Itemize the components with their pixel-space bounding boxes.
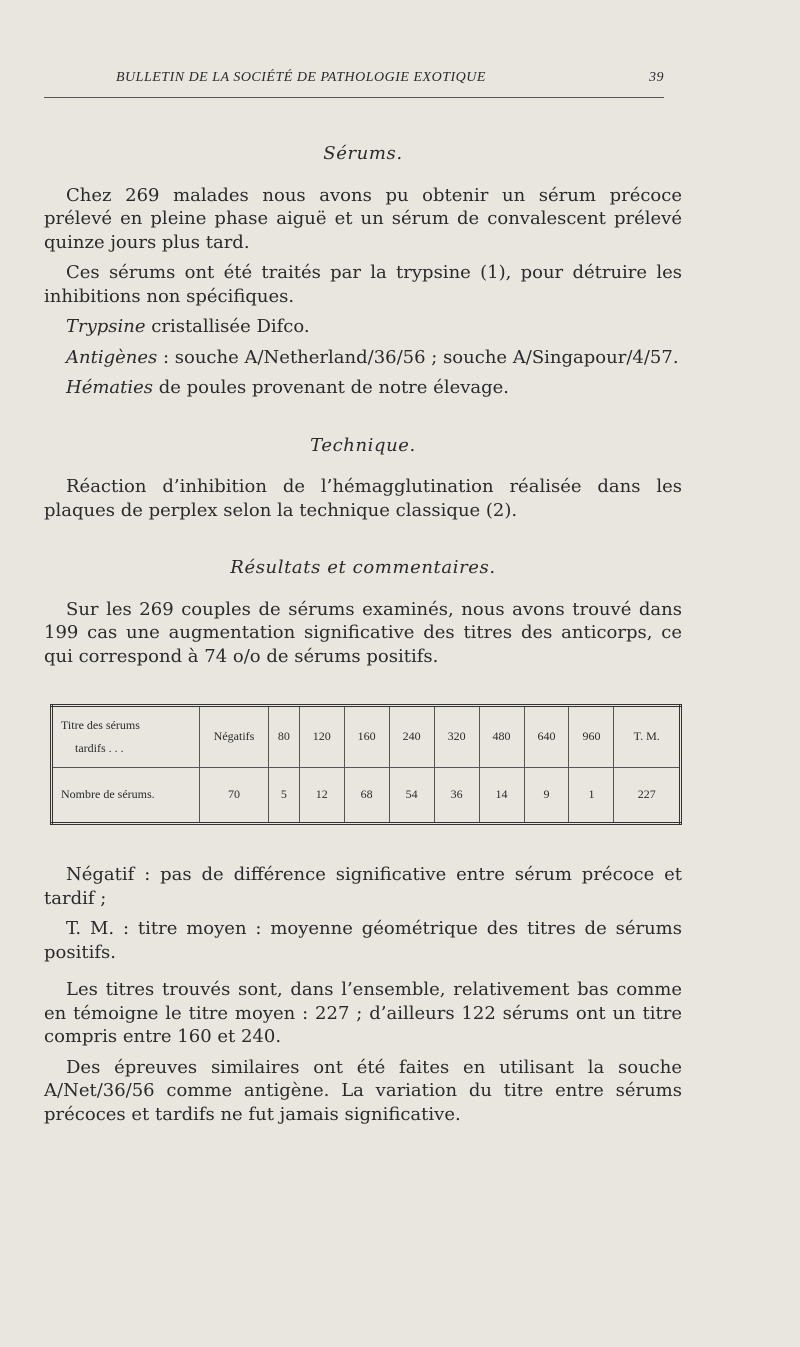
table-header-cell: T. M. (614, 706, 681, 768)
table-value-cell: 1 (569, 768, 614, 824)
table-value-cell: 227 (614, 768, 681, 824)
paragraph-trypsine-treatment: Ces sérums ont été traités par la trypsine (1), pour détruire les inhibitions non spécifiques. (44, 262, 682, 307)
table-value-cell: 54 (389, 768, 434, 824)
table-header-cell: 320 (434, 706, 479, 768)
paragraph-trypsine (44, 315, 682, 339)
running-title: BULLETIN DE LA SOCIÉTÉ DE PATHOLOGIE EXOTIQUE (116, 70, 486, 85)
paragraph-hematies (44, 376, 682, 400)
page-number: 39 (649, 70, 664, 85)
row-label-nombre: Nombre de sérums. (52, 768, 200, 824)
paragraph-titres: Les titres trouvés sont, dans l’ensemble, relativement bas comme en témoigne le titre moyen : 227 ; d’ailleurs 122 sérums ont un titre compris entre 160 et 240. (44, 979, 682, 1047)
paragraph-negatif-note: Négatif : pas de différence significative entre sérum précoce et tardif ; (44, 864, 682, 909)
antigenes-text: : souche A/Netherland/36/56 ; souche A/Singapour/4/57. (157, 346, 679, 368)
section-title-serums: Sérums. (323, 143, 403, 164)
table-value-cell: 5 (269, 768, 300, 824)
section-title-technique: Technique. (310, 434, 416, 456)
table-value-cell: 36 (434, 768, 479, 824)
article-body (44, 130, 682, 1126)
table-value-cell: 70 (200, 768, 269, 824)
antigenes-label: Antigènes (66, 346, 158, 368)
running-header (44, 70, 664, 86)
table-value-cell: 68 (344, 768, 389, 824)
paragraph-tm-note: T. M. : titre moyen : moyenne géométrique des titres de sérums positifs. (44, 918, 682, 963)
table-value-cell: 9 (524, 768, 569, 824)
table-header-cell: 120 (299, 706, 344, 768)
paragraph-serums-collection: Chez 269 malades nous avons pu obtenir un sérum précoce prélevé en pleine phase aiguë et un sérum de convalescent prélevé quinze jours plus tard. (44, 184, 682, 253)
table-header-cell: 160 (344, 706, 389, 768)
paragraph-antigenes (44, 346, 682, 370)
row-label-titres: Titre des sérums tardifs . . . (61, 717, 140, 755)
paragraph-resultats: Sur les 269 couples de sérums examinés, nous avons trouvé dans 199 cas une augmentation significative des titres des anticorps, ce qui correspond à 74 o/o de sérums positifs. (44, 598, 682, 667)
table-value-cell: 12 (299, 768, 344, 824)
paragraph-technique: Réaction d’inhibition de l’hémagglutination réalisée dans les plaques de perplex selon la technique classique (2). (44, 476, 682, 521)
results-table (50, 704, 682, 825)
table-header-cell: Négatifs (200, 706, 269, 768)
trypsine-label: Trypsine (66, 316, 146, 337)
table-header-cell: 640 (524, 706, 569, 768)
table-row-titres (52, 706, 681, 768)
header-rule (44, 97, 664, 98)
table-value-cell: 14 (479, 768, 524, 824)
table-header-cell: 240 (389, 706, 434, 768)
table-row-nombre (52, 768, 681, 824)
section-title-resultats: Résultats et commentaires. (230, 557, 496, 578)
table-header-cell: 960 (569, 706, 614, 768)
table-header-cell: 80 (269, 706, 300, 768)
hematies-text: de poules provenant de notre élevage. (153, 377, 510, 398)
table-header-cell: 480 (479, 706, 524, 768)
paragraph-epreuves: Des épreuves similaires ont été faites en utilisant la souche A/Net/36/56 comme antigène. La variation du titre entre sérums précoces et tardifs ne fut jamais significative. (44, 1056, 682, 1125)
trypsine-text: cristallisée Difco. (145, 316, 310, 337)
hematies-label: Hématies (66, 377, 154, 398)
